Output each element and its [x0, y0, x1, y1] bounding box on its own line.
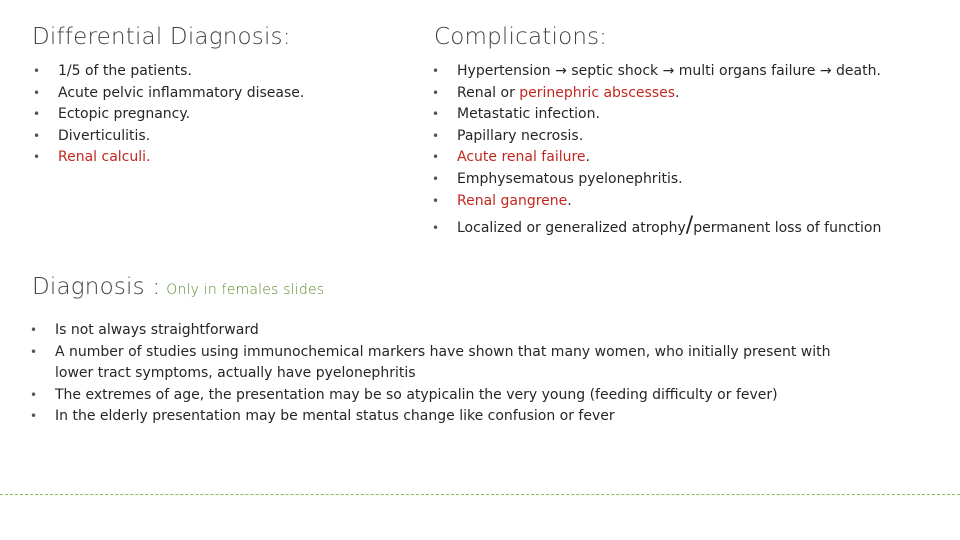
diagnosis-note: Only in females slides — [166, 282, 325, 298]
list-item: • Is not always straightforward — [30, 320, 870, 342]
bullet-icon: • — [432, 107, 440, 122]
diagnosis-list — [30, 320, 870, 428]
list-item: • Metastatic infection. — [432, 104, 881, 126]
list-item: • Hypertension → septic shock → multi organs failure → death. — [432, 61, 881, 83]
bullet-icon: • — [30, 387, 38, 402]
bullet-icon: • — [30, 409, 38, 424]
list-item: • 1/5 of the patients. — [33, 61, 304, 83]
bullet-icon: • — [33, 64, 41, 78]
bullet-icon: • — [432, 64, 440, 78]
list-item: • Acute renal failure. — [432, 147, 881, 169]
complications-title: Complications: — [434, 24, 608, 50]
bullet-icon: • — [30, 344, 38, 359]
bullet-icon: • — [432, 221, 440, 236]
list-item: • Diverticulitis. — [33, 126, 304, 148]
bullet-icon: • — [33, 128, 41, 143]
bullet-icon: • — [30, 323, 38, 337]
list-item: • The extremes of age, the presentation may be so atypicalin the very young (feeding difficulty or fever) — [30, 385, 870, 407]
list-item: • Renal gangrene. — [432, 191, 881, 213]
bullet-icon: • — [432, 128, 440, 143]
bullet-icon: • — [432, 150, 440, 165]
list-item: • Localized or generalized atrophy/permanent loss of function — [432, 213, 882, 239]
complications-list — [432, 61, 881, 240]
bullet-icon: • — [33, 107, 41, 122]
list-item: • Renal or perinephric abscesses. — [432, 83, 881, 105]
footer-divider — [0, 494, 960, 495]
bullet-icon: • — [432, 171, 440, 186]
differential-title: Differential Diagnosis: — [32, 24, 291, 50]
list-item: • Acute pelvic inflammatory disease. — [33, 83, 304, 105]
bullet-icon: • — [33, 85, 41, 100]
list-item: • Renal calculi. — [33, 147, 304, 169]
bullet-icon: • — [33, 150, 41, 165]
bullet-icon: • — [432, 193, 440, 208]
diagnosis-title: Diagnosis : Only in females slides — [32, 274, 325, 300]
list-item: • A number of studies using immunochemical markers have shown that many women, who initially present with lower tract symptoms, actually have pyelonephritis — [30, 343, 831, 382]
list-item: • Papillary necrosis. — [432, 126, 881, 148]
differential-list — [33, 61, 304, 169]
list-item: • Ectopic pregnancy. — [33, 104, 304, 126]
list-item: • Emphysematous pyelonephritis. — [432, 169, 881, 191]
bullet-icon: • — [432, 85, 440, 100]
list-item: • In the elderly presentation may be mental status change like confusion or fever — [30, 406, 870, 428]
